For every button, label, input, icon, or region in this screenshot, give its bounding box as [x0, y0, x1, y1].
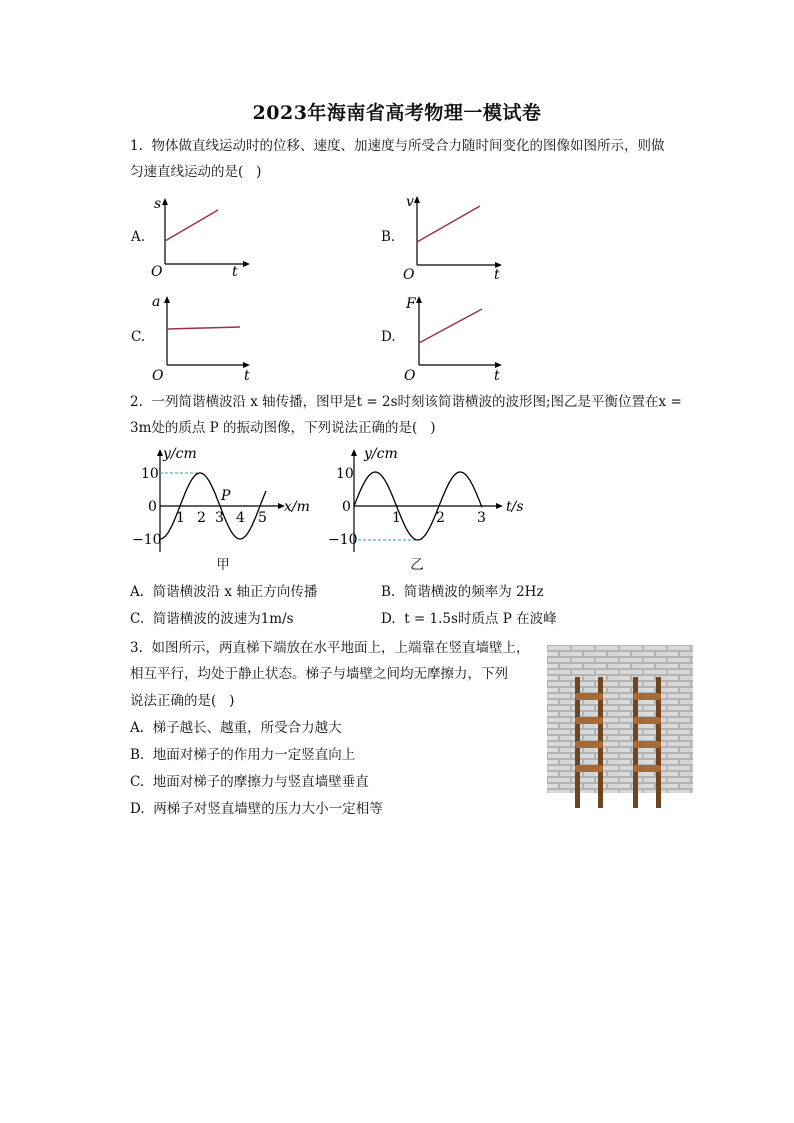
page-title: 2023年海南省高考物理一模试卷 [252, 102, 542, 124]
q2-right-xlabel: t/s [506, 499, 524, 515]
q2-vibration-graph-right [326, 444, 536, 569]
q1-graph-b [402, 192, 512, 282]
q2-left-ytick-10: 10 [141, 466, 159, 482]
brick-wall [547, 645, 693, 793]
q2-left-xtick-2: 2 [197, 510, 206, 526]
q1-graph-d [402, 290, 512, 382]
q1-b-yaxis-label: v [406, 194, 414, 210]
q1-option-c-label[interactable]: C. [131, 329, 146, 345]
q2-option-a[interactable]: A. 简谐横波沿 x 轴正方向传播 [130, 584, 318, 600]
q3-stem-line1: 3. 如图所示，两直梯下端放在水平地面上，上端靠在竖直墙壁上， [130, 640, 530, 656]
q2-stem-line2: 3m处的质点 P 的振动图像，下列说法正确的是( ) [130, 420, 436, 436]
q3-option-d[interactable]: D. 两梯子对竖直墙壁的压力大小一定相等 [130, 801, 383, 817]
q2-option-b[interactable]: B. 简谐横波的频率为 2Hz [381, 584, 544, 600]
q1-d-origin-label: O [404, 368, 416, 384]
q2-left-xtick-1: 1 [176, 510, 185, 526]
q1-stem-line2: 匀速直线运动的是( ) [130, 164, 262, 180]
q3-option-c[interactable]: C. 地面对梯子的摩擦力与竖直墙壁垂直 [130, 774, 369, 790]
q2-left-ytick-0: 0 [148, 499, 157, 515]
q2-right-caption: 乙 [410, 557, 424, 573]
q1-c-xaxis-label: t [244, 368, 250, 384]
q1-c-origin-label: O [152, 368, 164, 384]
q2-left-xtick-4: 4 [236, 510, 245, 526]
q2-right-ytick-10: 10 [336, 466, 354, 482]
q1-stem-line1: 1. 物体做直线运动时的位移、速度、加速度与所受合力随时间变化的图像如图所示，则做 [130, 138, 665, 154]
q2-option-d[interactable]: D. t = 1.5s时质点 P 在波峰 [381, 611, 557, 627]
q1-b-origin-label: O [403, 267, 415, 283]
q2-left-caption: 甲 [216, 557, 230, 573]
q2-left-ylabel: y/cm [163, 446, 197, 462]
q1-d-xaxis-label: t [494, 368, 500, 384]
q1-option-a-label[interactable]: A. [131, 229, 146, 245]
q1-option-d-label[interactable]: D. [381, 329, 396, 345]
q1-a-yaxis-label: s [154, 196, 162, 212]
q1-graph-a [150, 196, 260, 281]
q3-option-a[interactable]: A. 梯子越长、越重，所受合力越大 [130, 720, 342, 736]
q2-left-xtick-3: 3 [215, 510, 224, 526]
q2-right-xtick-1: 1 [392, 510, 401, 526]
q2-right-ytick-0: 0 [342, 499, 351, 515]
q2-right-ylabel: y/cm [364, 446, 398, 462]
q2-stem-line1: 2. 一列简谐横波沿 x 轴传播，图甲是t = 2s时刻该简谐横波的波形图;图乙是平衡位置在x = [130, 394, 682, 410]
q2-option-c[interactable]: C. 简谐横波的波速为1m/s [130, 611, 294, 627]
ladders-against-wall-figure [547, 645, 693, 808]
q2-right-xtick-3: 3 [477, 510, 486, 526]
q3-option-b[interactable]: B. 地面对梯子的作用力一定竖直向上 [130, 747, 356, 763]
q1-d-yaxis-label: F [406, 296, 416, 312]
q2-left-xlabel: x/m [284, 499, 310, 515]
q1-a-xaxis-label: t [232, 264, 238, 280]
q3-stem-line2: 相互平行，均处于静止状态。梯子与墙壁之间均无摩擦力，下列 [130, 666, 508, 682]
q1-option-b-label[interactable]: B. [381, 229, 396, 245]
q2-wave-graph-left [128, 444, 328, 569]
q1-c-yaxis-label: a [152, 294, 161, 310]
q2-point-p-label: P [221, 488, 231, 504]
q1-graph-c [150, 290, 260, 382]
q3-stem-line3: 说法正确的是( ) [130, 693, 235, 709]
q2-left-ytick-neg10: −10 [132, 532, 162, 548]
q2-right-xtick-2: 2 [436, 510, 445, 526]
q1-a-origin-label: O [151, 264, 163, 280]
q2-left-xtick-5: 5 [258, 510, 267, 526]
q2-right-ytick-neg10: −10 [328, 532, 358, 548]
q1-b-xaxis-label: t [494, 267, 500, 283]
